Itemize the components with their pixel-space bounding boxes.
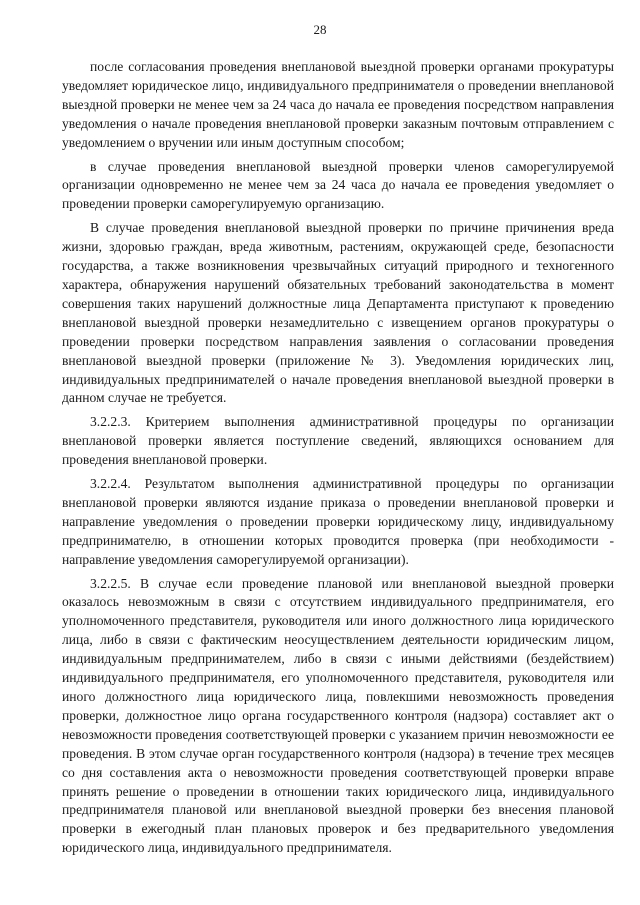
page-number: 28 [313, 22, 327, 37]
paragraph-self-regulatory-members: в случае проведения внеплановой выездной проверки членов саморегулируемой организации одновременно не менее чем за 24 часа до начала ее проведения уведомляет о проведении проверки саморегулируемую организацию. [62, 158, 614, 212]
paragraph-3-2-2-3: 3.2.2.3. Критерием выполнения административной процедуры по организации внеплановой проверки является поступление сведений, являющихся основанием для проведения внеплановой проверки. [62, 414, 614, 468]
paragraph-urgent-inspection: В случае проведения внеплановой выездной проверки по причине причинения вреда жизни, здоровью граждан, вреда животным, растениям, окружающей среде, безопасности государства, а также возникновения чрезвычайных ситуаций природного и техногенного характера, обнаружения нарушений обязательных требований законодательства в момент совершения таких нарушений должностные лица Департамента приступают к проведению внеплановой выездной проверки незамедлительно с извещением органов прокуратуры о проведении проверки посредством направления заявления о согласовании проведения внеплановой выездной проверки (приложение № 3). Уведомления юридических лиц, индивидуальных предпринимателей о начале проведения внеплановой выездной проверки в данном случае не требуется. [62, 220, 614, 406]
paragraph-notification-prosecutor: после согласования проведения внеплановой выездной проверки органами прокуратуры уведомляет юридическое лицо, индивидуального предпринимателя о проведении внеплановой выездной проверки не менее чем за 24 часа до начала ее проведения посредством направления уведомления о начале проведения внеплановой проверки заказным почтовым отправлением с уведомлением о вручении или иным доступным способом; [62, 59, 614, 150]
document-body [62, 58, 614, 863]
paragraph-3-2-2-5: 3.2.2.5. В случае если проведение плановой или внеплановой выездной проверки оказалось невозможным в связи с отсутствием индивидуального предпринимателя, его уполномоченного представителя, руководителя или иного должностного лица юридического лица, либо в связи с фактическим неосуществлением деятельности юридическим лицом, индивидуальным предпринимателем, либо в связи с иными действиями (бездействием) индивидуального предпринимателя, его уполномоченного представителя, руководителя или иного должностного лица юридического лица, повлекшими невозможность проведения проверки, должностное лицо органа государственного контроля (надзора) составляет акт о невозможности проведения соответствующей проверки с указанием причин невозможности ее проведения. В этом случае орган государственного контроля (надзора) в течение трех месяцев со дня составления акта о невозможности проведения соответствующей проверки вправе принять решение о проведении в отношении таких юридического лица, индивидуального предпринимателя плановой или внеплановой выездной проверки без внесения плановой проверки в ежегодный план плановых проверок и без предварительного уведомления юридического лица, индивидуального предпринимателя. [62, 575, 614, 856]
paragraph-3-2-2-4: 3.2.2.4. Результатом выполнения административной процедуры по организации внеплановой проверки являются издание приказа о проведении внеплановой проверки и направление уведомления о проведении проверки юридическому лицу, индивидуальному предпринимателю, в отношении которых проводится проверка (при необходимости - направление уведомления саморегулируемой организации). [62, 476, 614, 567]
